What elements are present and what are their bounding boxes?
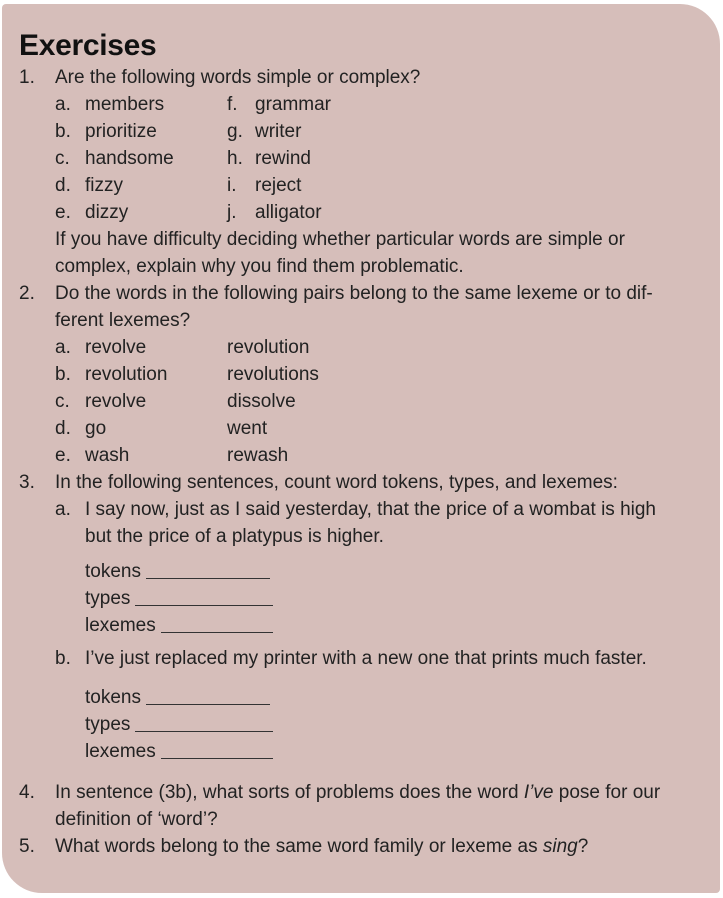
item-word: handsome <box>85 148 174 169</box>
blank-label: tokens <box>85 561 141 582</box>
item-word: reject <box>255 175 302 196</box>
question-number: 4. <box>19 782 35 803</box>
item-word: dizzy <box>85 202 129 223</box>
question-4 <box>19 779 709 833</box>
item-letter: j. <box>227 202 237 223</box>
item-word: dissolve <box>227 391 296 412</box>
item-letter: d. <box>55 418 71 439</box>
item-letter: c. <box>55 148 70 169</box>
blank-label: lexemes <box>85 741 156 762</box>
item-letter: i. <box>227 175 237 196</box>
types-blank <box>85 585 709 612</box>
question-text <box>55 833 709 860</box>
question-line: definition of ‘word’? <box>55 809 218 830</box>
answer-line[interactable] <box>146 578 270 579</box>
item-letter: h. <box>227 148 243 169</box>
question-text <box>55 280 709 334</box>
question-5 <box>19 833 709 860</box>
item-word: writer <box>255 121 302 142</box>
text-run: In sentence (3b), what sorts of problems does the word <box>55 782 524 803</box>
item-word: revolve <box>85 391 147 412</box>
item-word: went <box>227 418 268 439</box>
answer-line[interactable] <box>135 605 273 606</box>
note-line: If you have difficulty deciding whether particular words are simple or <box>55 229 625 250</box>
answer-line[interactable] <box>161 758 273 759</box>
question-3 <box>19 469 709 496</box>
tokens-blank <box>85 684 709 711</box>
exercise-content <box>19 28 709 860</box>
item-word: rewind <box>255 148 311 169</box>
item-word: members <box>85 94 165 115</box>
blank-label: types <box>85 588 131 609</box>
question-text: Are the following words simple or complex? <box>55 67 421 88</box>
lexemes-blank <box>85 612 709 639</box>
answer-line[interactable] <box>146 704 270 705</box>
q1-word-list <box>19 91 709 226</box>
item-word: prioritize <box>85 121 157 142</box>
text-run: pose for our <box>553 782 661 803</box>
emphasized-word: I’ve <box>523 782 554 803</box>
question-text: In the following sentences, count word tokens, types, and lexemes: <box>55 472 618 493</box>
question-text <box>55 779 709 833</box>
item-word: revolution <box>85 364 168 385</box>
item-word: revolution <box>227 337 310 358</box>
question-number: 1. <box>19 67 35 88</box>
q3b-sentence <box>19 645 709 672</box>
list-item <box>55 388 709 415</box>
item-word: wash <box>85 445 130 466</box>
item-letter: a. <box>55 499 71 520</box>
item-word: revolutions <box>227 364 319 385</box>
sentence-line: I’ve just replaced my printer with a new one that prints much faster. <box>85 648 647 669</box>
item-letter: a. <box>55 94 71 115</box>
item-letter: c. <box>55 391 70 412</box>
list-item <box>55 334 709 361</box>
page-title: Exercises <box>19 29 157 62</box>
q3a-answer-blanks <box>19 558 709 639</box>
item-letter: f. <box>227 94 238 115</box>
q2-pair-list <box>19 334 709 469</box>
q3a-sentence <box>19 496 709 550</box>
question-number: 5. <box>19 836 35 857</box>
question-line: ferent lexemes? <box>55 310 191 331</box>
question-number: 2. <box>19 283 35 304</box>
q1-note <box>19 226 709 280</box>
question-number: 3. <box>19 472 35 493</box>
item-letter: b. <box>55 121 71 142</box>
blank-label: tokens <box>85 687 141 708</box>
note-line: complex, explain why you find them problematic. <box>55 256 464 277</box>
types-blank <box>85 711 709 738</box>
lexemes-blank <box>85 738 709 765</box>
question-line: Do the words in the following pairs belong to the same lexeme or to dif- <box>55 283 653 304</box>
list-item <box>55 442 709 469</box>
item-letter: g. <box>227 121 243 142</box>
question-2 <box>19 280 709 334</box>
list-item <box>55 118 709 145</box>
item-word: alligator <box>255 202 322 223</box>
sentence-text <box>85 496 709 550</box>
item-word: grammar <box>255 94 332 115</box>
blank-label: types <box>85 714 131 735</box>
question-1 <box>19 64 709 91</box>
sentence-line: but the price of a platypus is higher. <box>85 526 384 547</box>
text-run: ? <box>577 836 589 857</box>
item-word: fizzy <box>85 175 123 196</box>
list-item <box>55 415 709 442</box>
item-letter: b. <box>55 364 71 385</box>
answer-line[interactable] <box>135 731 273 732</box>
list-item <box>55 91 709 118</box>
emphasized-word: sing <box>542 836 578 857</box>
item-letter: e. <box>55 202 71 223</box>
list-item <box>55 172 709 199</box>
text-run: What words belong to the same word family or lexeme as <box>55 836 543 857</box>
list-item <box>55 199 709 226</box>
sentence-line: I say now, just as I said yesterday, that the price of a wombat is high <box>85 499 656 520</box>
q3b-answer-blanks <box>19 684 709 765</box>
question-line <box>55 779 709 806</box>
exercise-panel <box>2 4 720 893</box>
item-letter: b. <box>55 648 71 669</box>
list-item <box>55 145 709 172</box>
item-letter: a. <box>55 337 71 358</box>
item-letter: d. <box>55 175 71 196</box>
answer-line[interactable] <box>161 632 273 633</box>
list-item <box>55 361 709 388</box>
item-word: rewash <box>227 445 289 466</box>
item-word: go <box>85 418 107 439</box>
item-word: revolve <box>85 337 147 358</box>
tokens-blank <box>85 558 709 585</box>
blank-label: lexemes <box>85 615 156 636</box>
item-letter: e. <box>55 445 71 466</box>
